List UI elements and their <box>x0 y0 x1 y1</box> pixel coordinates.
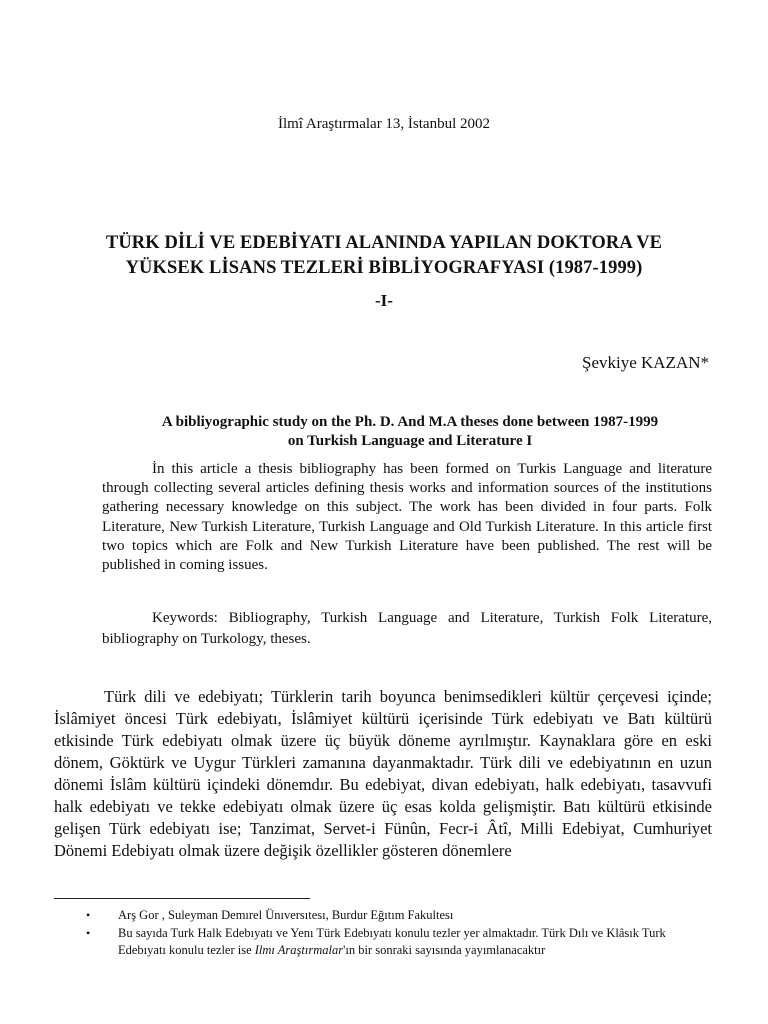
footnote-journal-name: Ilmı Araştırmalar <box>254 943 344 957</box>
abstract-title-line-1: A bibliyographic study on the Ph. D. And M.A theses done between 1987-1999 <box>161 414 659 430</box>
main-paragraph: Türk dili ve edebiyatı; Türklerin tarih boyunca benimsedikleri kültür çerçevesi içinde; İslâmiyet öncesi Türk edebiyatı, İslâmiyet kültürü içerisinde Türk edebiyatı ve Batı kültürü etkisinde Türk edebiyatı olmak üzere üç büyük döneme ayrılmıştır. Kaynaklara göre en eski dönem, Göktürk ve Uygur Türkleri zamanına dayanmaktadır. Türk dili ve edebiyatının en uzun dönemi İslâm kültürü içindeki dönemdır. Bu edebiyat, divan edebiyatı, halk edebiyatı, tasavvufi halk edebiyatı ve tekke edebiyatı olmak üzere üç esas kolda gelişmiştir. Batı kültürü etkisinde gelişen Türk edebiyatı ise; Tanzimat, Servet-i Fünûn, Fecr-i Âtî, Milli Edebiyat, Cumhuriyet Dönemi Edebiyatı olmak üzere değişik özellikler gösteren dönemlere <box>54 687 712 860</box>
part-number: -I- <box>375 291 393 310</box>
abstract-body <box>102 460 712 575</box>
footnote-text-start: Bu sayıda Turk Halk Edebıyatı ve Yenı Türk Edebıyatı konulu tezler yer almaktadır. Türk Dılı ve Klâsık Turk Edebıyatı konulu tezler ise <box>118 926 666 957</box>
footnote-text: Arş Gor , Suleyman Demırel Ünıversıtesı, Burdur Eğıtım Fakultesı <box>118 908 454 922</box>
footnote-divider <box>54 898 310 899</box>
keywords: Keywords: Bibliography, Turkish Language and Literature, Turkish Folk Literature, bibliography on Turkology, theses. <box>102 610 712 647</box>
bullet-icon: • <box>86 908 91 922</box>
footnote-item <box>84 907 712 924</box>
footnotes <box>84 907 712 960</box>
abstract-title <box>90 413 730 451</box>
article-title-line-1: TÜRK DİLİ VE EDEBİYATI ALANINDA YAPILAN DOKTORA VE <box>105 233 663 253</box>
abstract-title-line-2: on Turkish Language and Literature I <box>287 433 533 449</box>
footnote-item <box>84 925 712 959</box>
bullet-icon: • <box>86 926 91 940</box>
author-name: Şevkiye KAZAN* <box>581 353 709 372</box>
main-text <box>54 686 712 862</box>
footnote-text-end: 'ın bir sonraki sayısında yayımlanacaktır <box>343 943 546 957</box>
abstract-text: İn this article a thesis bibliography has been formed on Turkis Language and literature through collecting several articles defining thesis works and information sources of the institutions gathering necessary knowledge on this subject. The work has been divided in four parts. Folk Literature, New Turkish Literature, Turkish Language and Old Turkish Literature. In this article first two topics which are Folk and New Turkish Literature have been published. The rest will be published in coming issues. <box>102 461 712 574</box>
article-title-line-2: YÜKSEK LİSANS TEZLERİ BİBLİYOGRAFYASI (1987-1999) <box>125 258 643 278</box>
article-title <box>40 231 728 281</box>
journal-citation: İlmî Araştırmalar 13, İstanbul 2002 <box>277 116 491 132</box>
